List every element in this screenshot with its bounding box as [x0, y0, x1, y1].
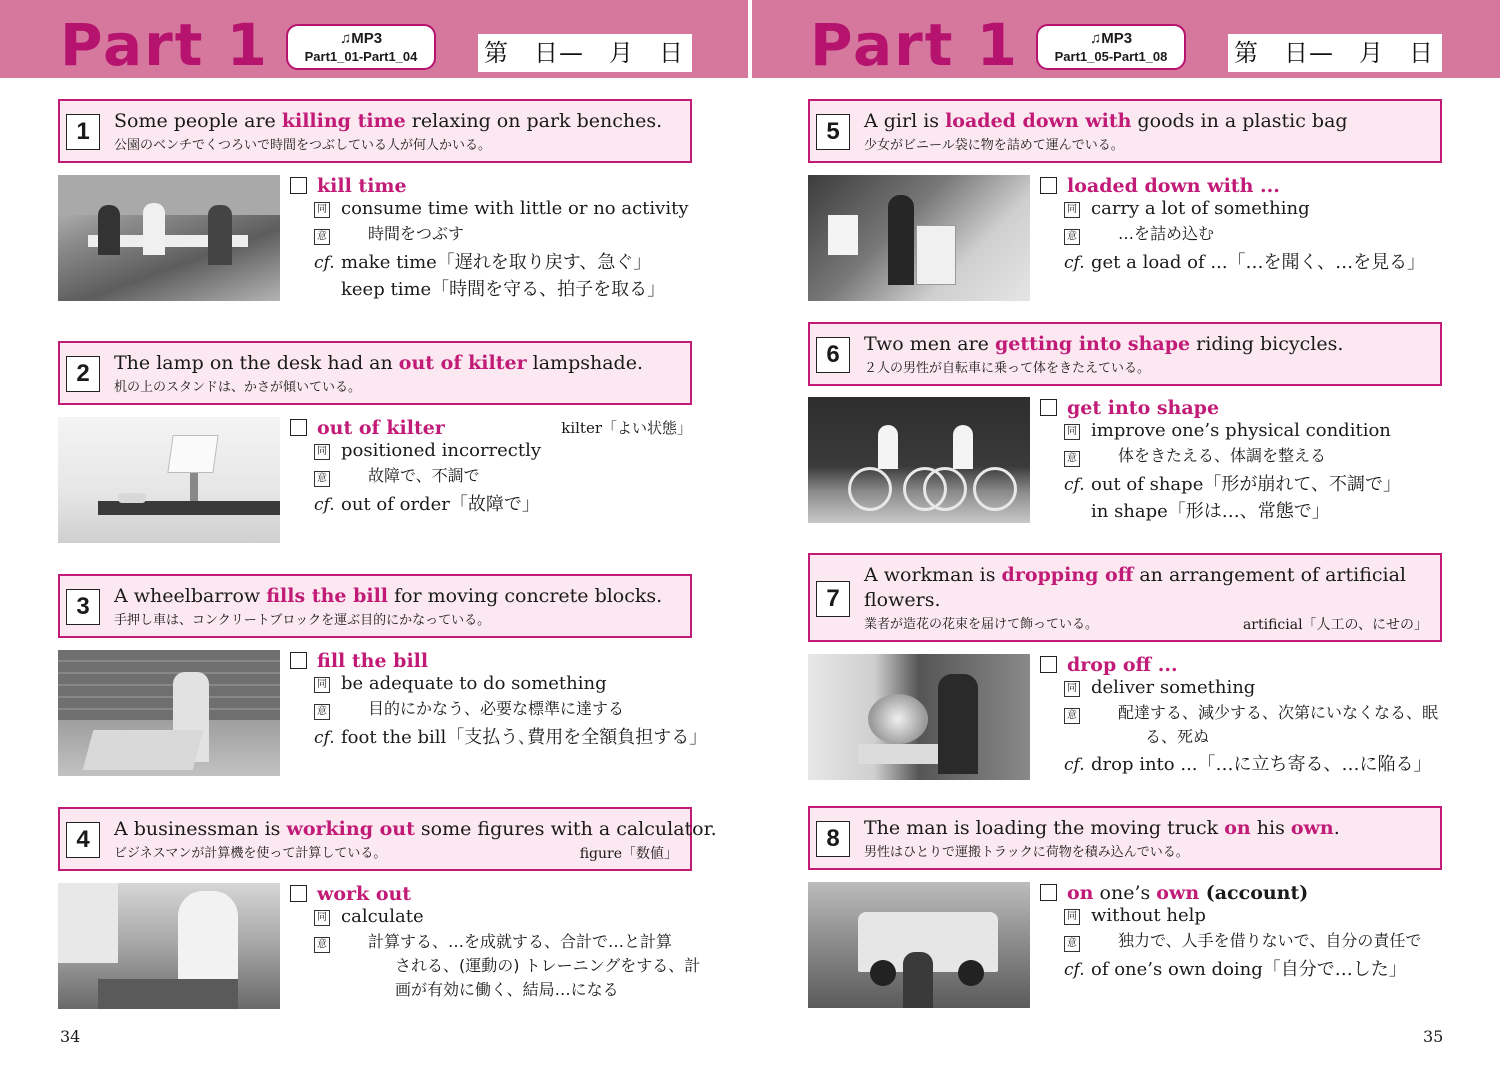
- compare-marker: cf.: [1064, 755, 1085, 775]
- vocab-headword: work out: [290, 883, 411, 905]
- page-title-left: Part 1: [60, 11, 269, 79]
- meaning-marker: 意: [1064, 708, 1080, 724]
- sentence-note: artificial「人工の、にせの」: [1242, 617, 1428, 633]
- synonym-row: 同 carry a lot of something: [1064, 197, 1310, 221]
- meaning-marker: 意: [314, 704, 330, 720]
- meaning-marker: 意: [1064, 451, 1080, 467]
- example-sentence: A businessman is working out some figures with a calculator.: [114, 818, 717, 840]
- item-number: 6: [816, 337, 850, 373]
- synonym-marker: 同: [1064, 909, 1080, 925]
- meaning-marker: 意: [1064, 936, 1080, 952]
- headword-note: kilter「よい状態」: [561, 419, 692, 437]
- compare-row: cf. get a load of ...「…を聞く、…を見る」: [1064, 252, 1426, 273]
- meaning-marker: 意: [314, 471, 330, 487]
- synonym-marker: 同: [1064, 681, 1080, 697]
- sentence-translation: ビジネスマンが計算機を使って計算している。: [114, 846, 387, 861]
- meaning-row: 意 時間をつぶす: [314, 224, 341, 248]
- synonym-row: 同 be adequate to do something: [314, 672, 607, 696]
- synonym-marker: 同: [314, 677, 330, 693]
- vocab-headword: kill time: [290, 175, 407, 197]
- compare-row: in shape「形は…、常態で」: [1091, 501, 1330, 522]
- sentence-box-2: [58, 341, 692, 405]
- sentence-box-4: [58, 807, 717, 871]
- sentence-box-3: [58, 574, 692, 638]
- checkbox[interactable]: [1040, 399, 1057, 416]
- vocab-headword: on one’s own (account): [1040, 882, 1308, 904]
- meaning-row: 意 目的にかなう、必要な標準に達する: [314, 699, 341, 723]
- photo-girl-bag: [808, 175, 1030, 301]
- sentence-translation: 業者が造花の花束を届けて飾っている。: [864, 617, 1099, 632]
- synonym-row: 同 calculate: [314, 905, 424, 929]
- sentence-translation: 手押し車は、コンクリートブロックを運ぶ目的にかなっている。: [114, 613, 491, 628]
- item-number: 5: [816, 114, 850, 150]
- vocab-entry-2: [290, 417, 692, 527]
- mp3-tracks-right: Part1_05-Part1_08: [1054, 49, 1168, 64]
- example-sentence: A workman is dropping off an arrangement of artificial: [864, 564, 1407, 586]
- item-number: 7: [816, 581, 850, 617]
- compare-row: cf. drop into ...「…に立ち寄る、…に陥る」: [1064, 754, 1432, 775]
- meaning-marker: 意: [314, 937, 330, 953]
- checkbox[interactable]: [290, 885, 307, 902]
- vocab-entry-4: work out 同 calculate 意 計算する、…を成就する、合計で…と計算 される、(運動の) トレーニングをする、計 画が有効に働く、結局…になる: [290, 883, 700, 1013]
- vocab-entry-6: [1040, 397, 1442, 527]
- compare-row: cf. out of order「故障で」: [314, 494, 540, 515]
- music-note-icon: ♫MP3: [1089, 30, 1133, 47]
- synonym-row: 同 without help: [1064, 904, 1206, 928]
- compare-marker: cf.: [314, 495, 335, 515]
- meaning-marker: 意: [314, 229, 330, 245]
- synonym-marker: 同: [314, 202, 330, 218]
- photo-flowers: [808, 654, 1030, 780]
- study-date-left: 第 日— 月 日: [478, 34, 692, 72]
- compare-marker: cf.: [314, 728, 335, 748]
- sentence-translation: 男性はひとりで運搬トラックに荷物を積み込んでいる。: [864, 845, 1189, 860]
- synonym-marker: 同: [314, 444, 330, 460]
- item-number: 2: [66, 356, 100, 392]
- photo-calculator: [58, 883, 280, 1009]
- example-sentence: A girl is loaded down with goods in a plastic bag: [864, 110, 1348, 132]
- example-sentence: The lamp on the desk had an out of kilter lampshade.: [114, 352, 643, 374]
- photo-desk-lamp: [58, 417, 280, 543]
- compare-marker: cf.: [1064, 960, 1085, 980]
- example-sentence: A wheelbarrow fills the bill for moving concrete blocks.: [114, 585, 663, 607]
- item-number: 4: [66, 822, 100, 858]
- example-sentence: Some people are killing time relaxing on park benches.: [114, 110, 663, 132]
- photo-bicycles: [808, 397, 1030, 523]
- sentence-box-6: [808, 322, 1442, 386]
- study-date-right: 第 日— 月 日: [1228, 34, 1442, 72]
- mp3-badge-right: [1036, 24, 1186, 70]
- compare-row: cf. foot the bill「支払う､費用を全額負担する」: [314, 727, 708, 748]
- meaning-row: 意 故障で、不調で: [314, 466, 341, 490]
- vocab-headword: out of kilter: [290, 417, 445, 439]
- vocab-entry-3: [290, 650, 708, 760]
- synonym-marker: 同: [1064, 202, 1080, 218]
- item-number: 3: [66, 589, 100, 625]
- sentence-translation: ２人の男性が自転車に乗って体をきたえている。: [864, 361, 1151, 376]
- sentence-box-1: [58, 99, 692, 163]
- photo-park-bench: [58, 175, 280, 301]
- vocab-headword: loaded down with ...: [1040, 175, 1280, 197]
- sentence-box-7: [808, 553, 1442, 642]
- vocab-entry-1: [290, 175, 692, 305]
- compare-row: cf. of one’s own doing「自分で…した」: [1064, 959, 1407, 980]
- vocab-entry-8: [1040, 882, 1442, 992]
- vocab-headword: drop off ...: [1040, 654, 1178, 676]
- sentence-translation: 机の上のスタンドは、かさが傾いている。: [114, 380, 362, 395]
- checkbox[interactable]: [1040, 177, 1057, 194]
- compare-row: cf. out of shape「形が崩れて、不調で」: [1064, 474, 1401, 495]
- compare-row: cf. make time「遅れを取り戻す、急ぐ」: [314, 252, 652, 273]
- mp3-badge-left: [286, 24, 436, 70]
- sentence-note: figure「数値」: [579, 846, 678, 862]
- page-title-right: Part 1: [810, 11, 1019, 79]
- example-sentence: The man is loading the moving truck on his own.: [864, 817, 1340, 839]
- checkbox[interactable]: [290, 177, 307, 194]
- synonym-row: 同 deliver something: [1064, 676, 1255, 700]
- checkbox[interactable]: [1040, 884, 1057, 901]
- photo-wheelbarrow: [58, 650, 280, 776]
- page-number-left: 34: [60, 1027, 81, 1046]
- example-sentence: Two men are getting into shape riding bicycles.: [864, 333, 1344, 355]
- item-number: 1: [66, 114, 100, 150]
- synonym-marker: 同: [1064, 424, 1080, 440]
- sentence-translation: 公園のベンチでくつろいで時間をつぶしている人が何人かいる。: [114, 138, 492, 153]
- compare-row: keep time「時間を守る、拍子を取る」: [341, 279, 666, 300]
- checkbox[interactable]: [290, 419, 307, 436]
- vocab-entry-5: [1040, 175, 1442, 285]
- vocab-headword: fill the bill: [290, 650, 428, 672]
- vocab-entry-7: drop off ... 同 deliver something 意 配達する、減少する、次第にいなくなる、眠 る、死ぬ cf. drop into ...「…に立ち寄る、…に陥る」: [1040, 654, 1442, 784]
- meaning-marker: 意: [1064, 229, 1080, 245]
- meaning-row: 意 配達する、減少する、次第にいなくなる、眠: [1064, 703, 1091, 727]
- synonym-row: 同 positioned incorrectly: [314, 439, 541, 463]
- compare-marker: cf.: [1064, 475, 1085, 495]
- sentence-box-8: [808, 806, 1442, 870]
- sentence-box-5: [808, 99, 1442, 163]
- synonym-row: 同 improve one’s physical condition: [1064, 419, 1391, 443]
- meaning-row: 意 計算する、…を成就する、合計で…と計算: [314, 932, 341, 956]
- photo-truck: [808, 882, 1030, 1008]
- checkbox[interactable]: [290, 652, 307, 669]
- example-sentence-continued: flowers.: [864, 589, 941, 611]
- mp3-tracks-left: Part1_01-Part1_04: [304, 49, 418, 64]
- compare-marker: cf.: [1064, 253, 1085, 273]
- checkbox[interactable]: [1040, 656, 1057, 673]
- vocab-headword: get into shape: [1040, 397, 1219, 419]
- sentence-translation: 少女がビニール袋に物を詰めて運んでいる。: [864, 138, 1124, 153]
- item-number: 8: [816, 821, 850, 857]
- music-note-icon: ♫MP3: [339, 30, 383, 47]
- meaning-row: 意 …を詰め込む: [1064, 224, 1091, 248]
- meaning-row: 意 体をきたえる、体調を整える: [1064, 446, 1091, 470]
- synonym-marker: 同: [314, 910, 330, 926]
- meaning-row: 意 独力で、人手を借りないで、自分の責任で: [1064, 931, 1091, 955]
- compare-marker: cf.: [314, 253, 335, 273]
- page-number-right: 35: [1423, 1027, 1444, 1046]
- synonym-row: 同 consume time with little or no activity: [314, 197, 688, 221]
